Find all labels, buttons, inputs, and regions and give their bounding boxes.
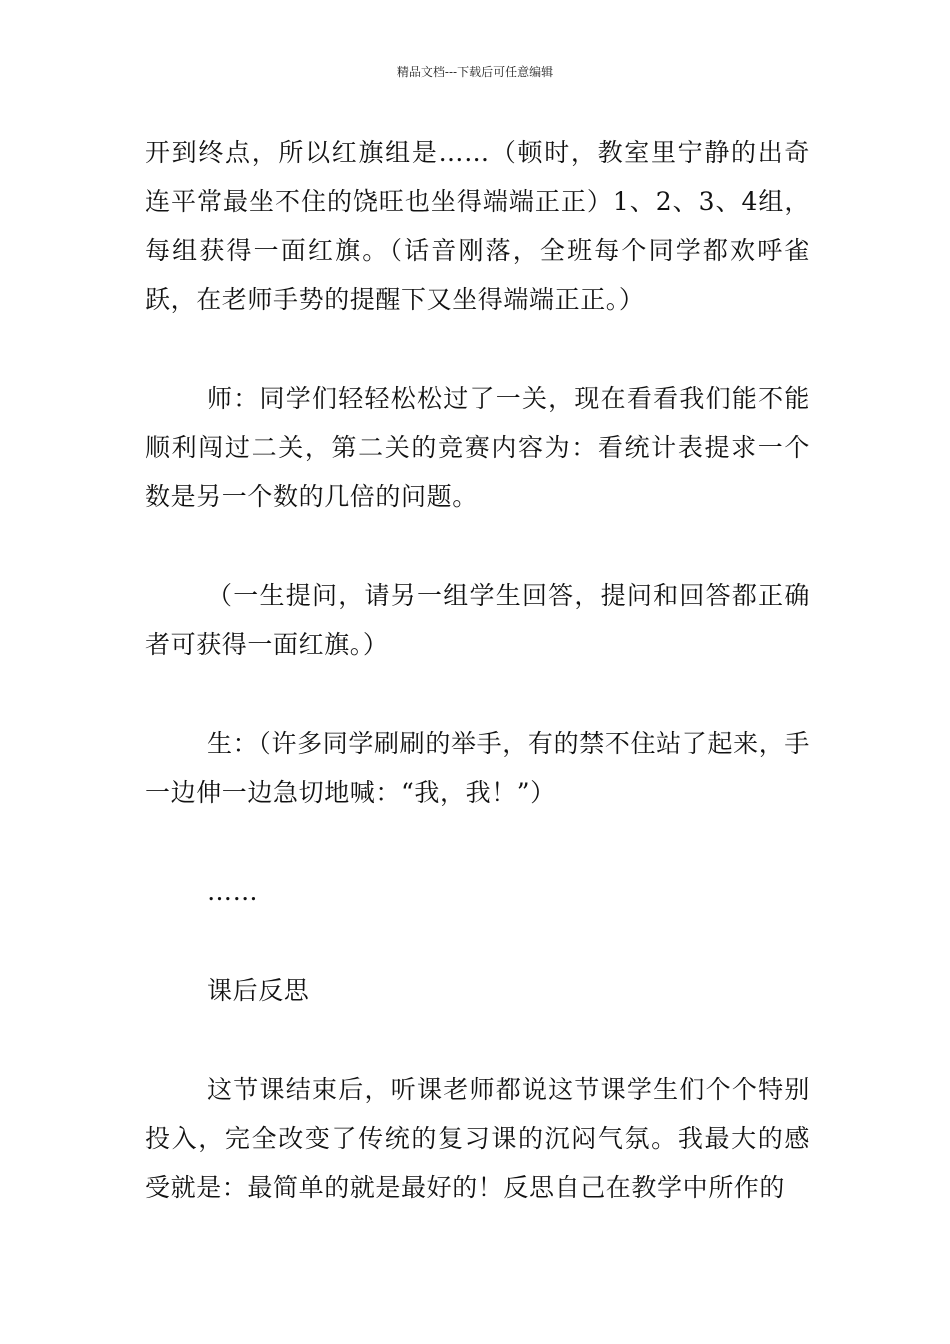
paragraph-reflection: 这节课结束后，听课老师都说这节课学生们个个特别投入，完全改变了传统的复习课的沉闷气氛。我最大的感受就是：最简单的就是最好的！反思自己在教学中所作的 — [145, 1075, 810, 1202]
paragraph-continuation: 开到终点，所以红旗组是……（顿时，教室里宁静的出奇连平常最坐不住的饶旺也坐得端端正正）1、2、3、4组，每组获得一面红旗。（话音刚落，全班每个同学都欢呼雀跃，在老师手势的提醒下又坐得端端正正。） — [145, 138, 810, 314]
paragraph-student-response: 生：（许多同学刷刷的举手，有的禁不住站了起来，手一边伸一边急切地喊：“我，我！”） — [145, 729, 810, 807]
paragraph-question-rule: （一生提问，请另一组学生回答，提问和回答都正确者可获得一面红旗。） — [145, 581, 810, 659]
page-header: 精品文档---下载后可任意编辑 — [396, 65, 554, 79]
paragraph-teacher-second-level: 师：同学们轻轻松松过了一关，现在看看我们能不能顺利闯过二关，第二关的竞赛内容为：看统计表提求一个数是另一个数的几倍的问题。 — [145, 384, 810, 511]
section-heading-reflection: 课后反思 — [207, 976, 310, 1005]
document-body — [145, 128, 810, 1212]
paragraph-ellipsis: …… — [207, 877, 259, 906]
